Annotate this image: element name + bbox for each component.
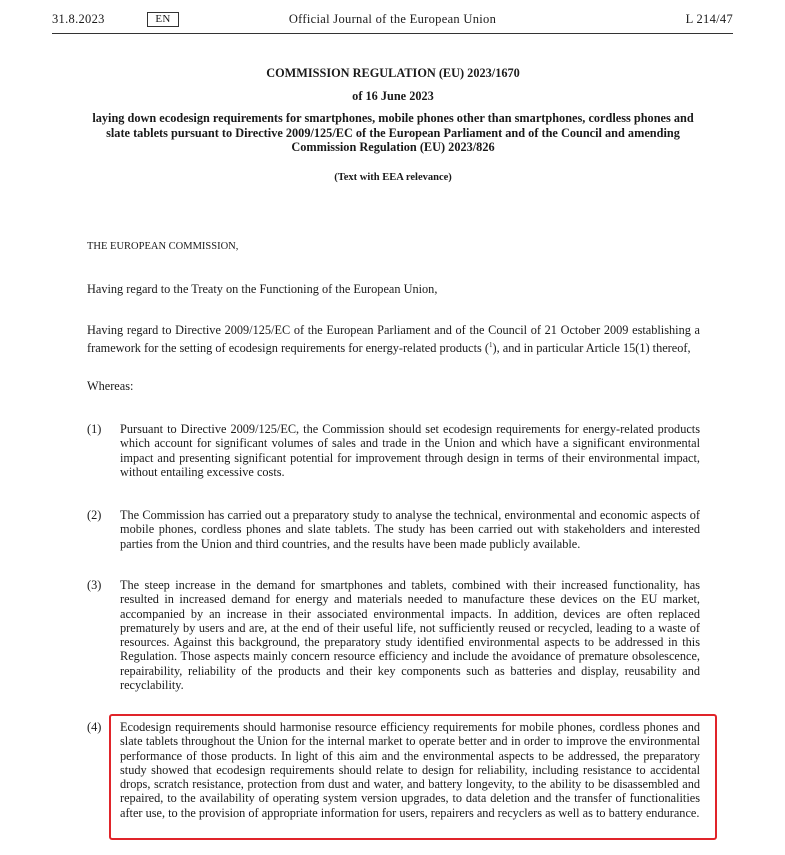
regulation-title: COMMISSION REGULATION (EU) 2023/1670 (266, 66, 520, 80)
recital-number: (2) (87, 508, 102, 522)
recital-number: (3) (87, 578, 102, 592)
commission-heading: THE EUROPEAN COMMISSION, (87, 241, 239, 252)
whereas-heading: Whereas: (87, 379, 134, 393)
recital-text: The Commission has carried out a preparatory study to analyse the technical, environmental and economic aspects of mobile phones, cordless phones and slate tablets. The study has been carried out with stakeholders and interested parties from the Union and third countries, and the results have been made publicly available. (120, 508, 700, 551)
directive-citation-end: ), and in particular Article 15(1) thereof, (492, 340, 691, 355)
recital-text: The steep increase in the demand for smartphones and tablets, combined with their increased functionality, has resulted in increased demand for energy and materials needed to manufacture these devices on the EU market, accompanied by an increase in their associated environmental impacts. In addition, devices are often replaced prematurely by users and are, at the end of their useful life, not sufficiently reused or recycled, leading to a waste of resources. Against this background, the preparatory study identified environmental aspects to be addressed in this Regulation. Those aspects mainly concern resource efficiency and include the avoidance of premature obsolescence, repairability, reliability of the products and their key components such as batteries and display, reusability and recyclability. (120, 578, 700, 693)
recital-number: (1) (87, 422, 102, 436)
recital-text: Ecodesign requirements should harmonise resource efficiency requirements for mobile phones, cordless phones and slate tablets throughout the Union for the internal market to operate better and in order to improve the environmental performance of those products. In light of this aim and the environmental aspects to be addressed, the preparatory study showed that ecodesign requirements should relate to design for reliability, including resistance to accidental drops, scratch resistance, protection from dust and water, and battery longevity, to the ability to be disassembled and repaired, to the availability of operating system version upgrades, to data deletion and the transfer of functionalities after use, to the provision of appropriate information for users, repairers and recyclers as well as to battery endurance. (120, 720, 700, 820)
recital-number: (4) (87, 720, 102, 734)
page-reference: L 214/47 (685, 12, 733, 26)
highlight-box (109, 714, 717, 840)
recital-text: Pursuant to Directive 2009/125/EC, the Commission should set ecodesign requirements for energy-related products which account for significant volumes of sales and trade in the Union and which have a significant environmental impact and presenting significant potential for improvement through design in terms of their environmental impact, without entailing excessive costs. (120, 422, 700, 479)
directive-citation-text: Having regard to Directive 2009/125/EC of the European Parliament and of the Council of 21 October 2009 establishing a framework for the setting of ecodesign requirements for energy-related products ( (87, 323, 700, 355)
treaty-citation: Having regard to the Treaty on the Functioning of the European Union, (87, 282, 438, 296)
footnote-link[interactable]: 1 (489, 340, 493, 349)
publication-date: 31.8.2023 (52, 12, 105, 26)
regulation-date: of 16 June 2023 (352, 89, 434, 103)
regulation-subject: laying down ecodesign requirements for smartphones, mobile phones other than smartphones, cordless phones and slate tablets pursuant to Directive 2009/125/EC of the European Parliament and of the Council and amending Commission Regulation (EU) 2023/826 (92, 111, 694, 154)
language-badge: EN (147, 12, 179, 27)
journal-name: Official Journal of the European Union (288, 12, 497, 26)
directive-citation (87, 323, 700, 355)
eea-relevance: (Text with EEA relevance) (334, 172, 452, 183)
page-header (52, 9, 733, 34)
